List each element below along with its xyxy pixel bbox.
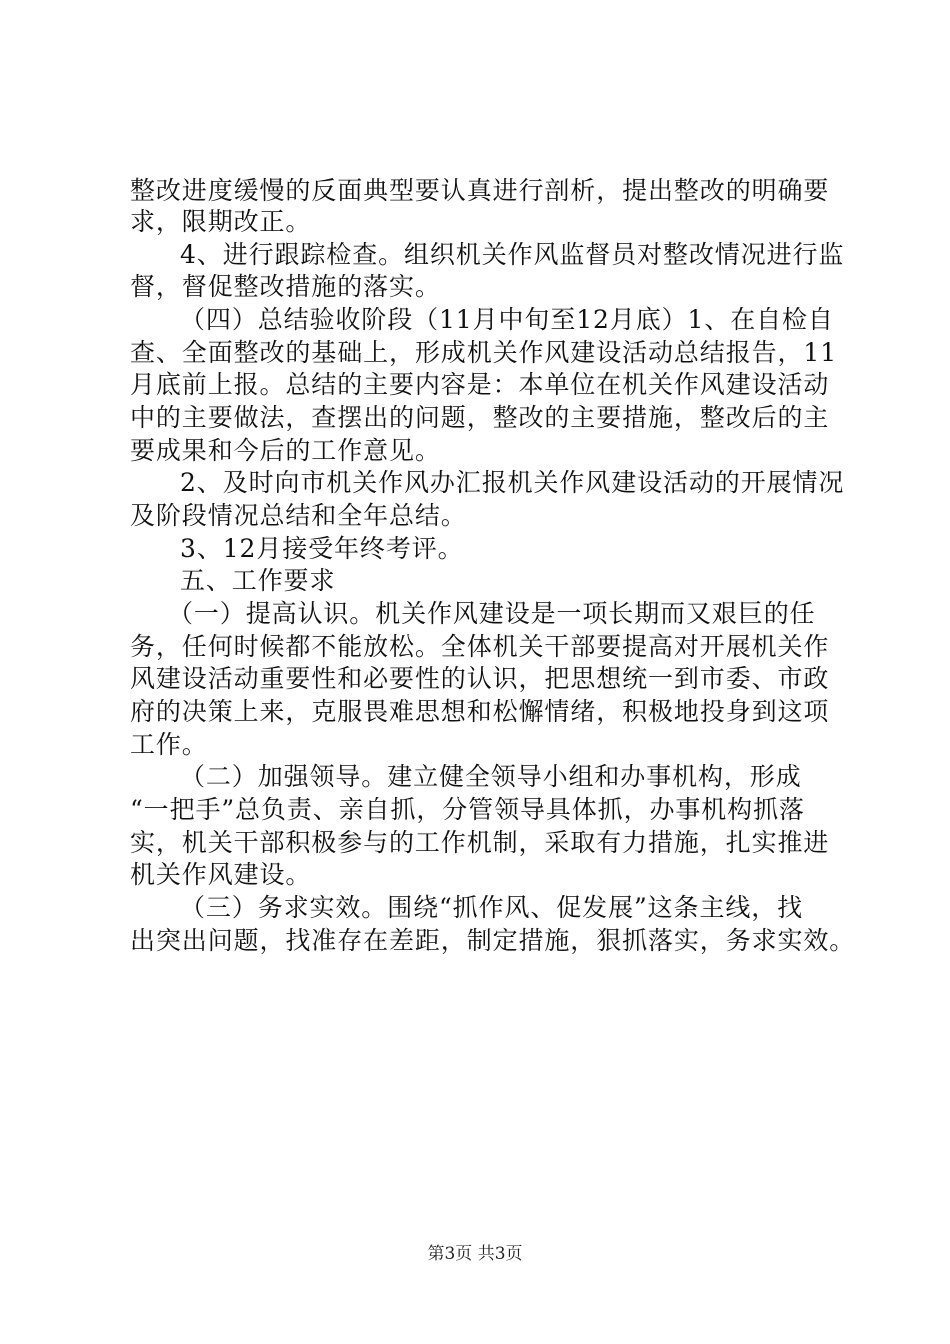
text-line: 查、全面整改的基础上，形成机关作风建设活动总结报告，11 <box>130 338 838 367</box>
text-line: 机关作风建设。 <box>130 860 312 889</box>
text-line: 督，督促整改措施的落实。 <box>130 272 441 301</box>
text-line: 求，限期改正。 <box>130 207 312 236</box>
text-line: （二）加强领导。建立健全领导小组和办事机构，形成 <box>180 762 802 791</box>
text-line: 2、及时向市机关作风办汇报机关作风建设活动的开展情况 <box>180 468 845 497</box>
text-line: 府的决策上来，克服畏难思想和松懈情绪，积极地投身到这项 <box>130 697 830 726</box>
text-line: 及阶段情况总结和全年总结。 <box>130 501 467 530</box>
text-line: 3、12月接受年终考评。 <box>180 534 464 563</box>
text-line: （一）提高认识。机关作风建设是一项长期而又艰巨的任 <box>168 599 816 628</box>
text-line: 月底前上报。总结的主要内容是：本单位在机关作风建设活动 <box>130 370 830 399</box>
text-line: “一把手”总负责、亲自抓，分管领导具体抓，办事机构抓落 <box>130 795 805 824</box>
section-heading: 五、工作要求 <box>180 566 336 595</box>
text-line: 工作。 <box>130 730 208 759</box>
text-line: 中的主要做法，查摆出的问题，整改的主要措施，整改后的主 <box>130 403 830 432</box>
text-line: 风建设活动重要性和必要性的认识，把思想统一到市委、市政 <box>130 664 830 693</box>
page-footer: 第3页 共3页 <box>427 1244 523 1264</box>
text-line: 务，任何时候都不能放松。全体机关干部要提高对开展机关作 <box>130 632 830 661</box>
text-line: 出突出问题，找准存在差距，制定措施，狠抓落实，务求实效。 <box>130 926 856 955</box>
text-line: 整改进度缓慢的反面典型要认真进行剖析，提出整改的明确要 <box>130 176 830 205</box>
text-line: 4、进行跟踪检查。组织机关作风监督员对整改情况进行监 <box>180 240 845 269</box>
text-line: （四）总结验收阶段（11月中旬至12月底）1、在自检自 <box>180 305 834 334</box>
text-line: （三）务求实效。围绕“抓作风、促发展”这条主线，找 <box>180 893 804 922</box>
text-line: 实，机关干部积极参与的工作机制，采取有力措施，扎实推进 <box>130 828 830 857</box>
text-line: 要成果和今后的工作意见。 <box>130 436 441 465</box>
